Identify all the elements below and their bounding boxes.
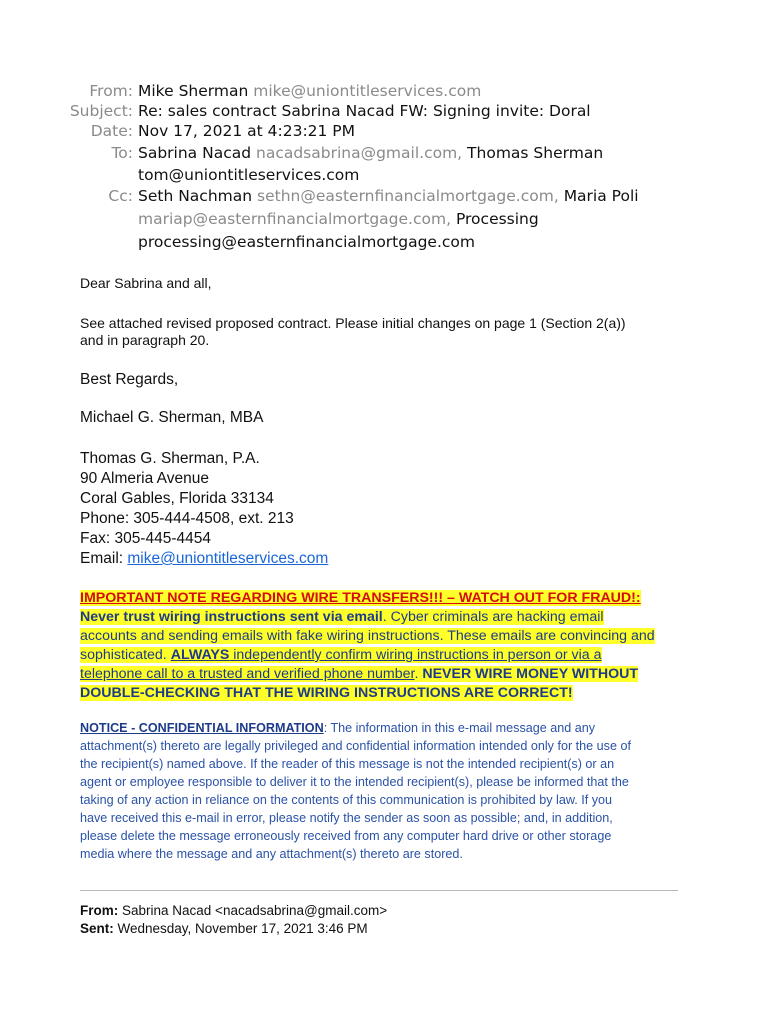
header-cc-row-3 [0,231,768,253]
cc-email-3[interactable]: processing@easternfinancialmortgage.com [138,233,475,251]
signature-firm: Thomas G. Sherman, P.A. [80,450,260,467]
wire-warning-line-5-mid: . [414,666,423,682]
signature-address-1: 90 Almeria Avenue [80,470,209,487]
wire-warning-never-trust: Never trust wiring instructions sent via email [80,609,383,625]
notice-heading: NOTICE - CONFIDENTIAL INFORMATION [80,721,324,735]
signature-email-link[interactable]: mike@uniontitleservices.com [127,550,329,567]
date-label: Date: [90,122,133,140]
cc-label: Cc: [108,187,133,205]
wire-warning-line-4-confirm: independently confirm wiring instructions in person or via a [229,647,602,663]
cc-email-1[interactable]: sethn@easternfinancialmortgage.com, [257,187,559,205]
notice-line-1 [80,720,595,738]
cc-name-1: Seth Nachman [138,187,253,205]
signature-email-label: Email: [80,550,128,567]
header-to-row [0,142,768,164]
cc-name-2: Maria Poli [563,187,639,205]
wire-warning-line-4 [80,646,602,665]
header-date-row [0,120,768,142]
notice-line-4: agent or employee responsible to deliver it to the intended recipient(s), please be informed that the [80,775,629,789]
wire-warning-line-3: accounts and sending emails with fake wiring instructions. These emails are convincing and [80,628,655,644]
signature-address-2: Coral Gables, Florida 33134 [80,490,274,507]
forwarded-from-row [80,901,387,920]
notice-line-5: taking of any action in reliance on the contents of this communication is prohibited by law. If you [80,793,613,807]
from-label: From: [89,82,133,100]
to-label: To: [111,144,133,162]
header-from-row [0,80,768,102]
wire-warning-always: ALWAYS [170,647,230,663]
signature-email-row [80,549,328,569]
forwarded-from-label: From: [80,903,119,918]
from-name: Mike Sherman [138,82,249,100]
forwarded-sent-label: Sent: [80,921,114,936]
from-email[interactable]: mike@uniontitleservices.com [253,82,482,100]
wire-warning-never-wire: NEVER WIRE MONEY WITHOUT [422,666,639,682]
body-paragraph-line-2: and in paragraph 20. [80,332,210,348]
wire-warning-line-2 [80,608,604,627]
separator-rule [80,890,678,891]
wire-warning-line-6-row [80,684,573,703]
notice-line-7: please delete the message erroneously received from any computer hard drive or other storage [80,829,612,843]
closing: Best Regards, [80,371,179,388]
to-name-1: Sabrina Nacad [138,144,252,162]
notice-line-3: the recipient(s) named above. If the reader of this message is not the intended recipient(s) or an [80,757,615,771]
header-subject-row [0,100,768,122]
body-paragraph-line-1: See attached revised proposed contract. Please initial changes on page 1 (Section 2(a)) [80,315,626,331]
subject-label: Subject: [69,102,133,120]
signature-phone: Phone: 305-444-4508, ext. 213 [80,510,294,527]
forwarded-sent-row [80,919,368,938]
wire-warning-line-3-row [80,627,655,646]
notice-line-1-rest: : The information in this e-mail message and any [323,721,596,735]
forwarded-sent-value: Wednesday, November 17, 2021 3:46 PM [113,921,368,936]
subject-value: Re: sales contract Sabrina Nacad FW: Signing invite: Doral [138,102,591,120]
to-name-2: Thomas Sherman [467,144,604,162]
notice-line-8: media where the message and any attachment(s) thereto are stored. [80,847,463,861]
cc-email-2[interactable]: mariap@easternfinancialmortgage.com, [138,210,452,228]
signer-name: Michael G. Sherman, MBA [80,409,264,426]
date-value: Nov 17, 2021 at 4:23:21 PM [138,122,356,140]
wire-warning-line-5-phone: telephone call to a trusted and verified phone number [80,666,415,682]
wire-warning-line-2-rest: . Cyber criminals are hacking email [382,609,604,625]
wire-warning-title-row [80,589,641,608]
header-to-row-2 [0,164,768,186]
notice-line-6: have received this e-mail in error, please notify the sender as soon as possible; and, in addition, [80,811,613,825]
header-cc-row [0,185,768,207]
wire-warning-title: IMPORTANT NOTE REGARDING WIRE TRANSFERS!!! – WATCH OUT FOR FRAUD!: [80,590,641,606]
forwarded-from-value: Sabrina Nacad <nacadsabrina@gmail.com> [118,903,388,918]
signature-fax: Fax: 305-445-4454 [80,530,211,547]
wire-warning-line-5 [80,665,638,684]
greeting: Dear Sabrina and all, [80,275,212,291]
notice-line-2: attachment(s) thereto are legally privileged and confidential information intended only for the use of [80,739,631,753]
cc-name-3: Processing [455,210,539,228]
to-email-2[interactable]: tom@uniontitleservices.com [138,166,360,184]
to-email-1[interactable]: nacadsabrina@gmail.com, [256,144,463,162]
header-cc-row-2 [0,208,768,230]
wire-warning-line-6: DOUBLE-CHECKING THAT THE WIRING INSTRUCTIONS ARE CORRECT! [80,685,573,701]
wire-warning-line-4-pre: sophisticated. [80,647,171,663]
